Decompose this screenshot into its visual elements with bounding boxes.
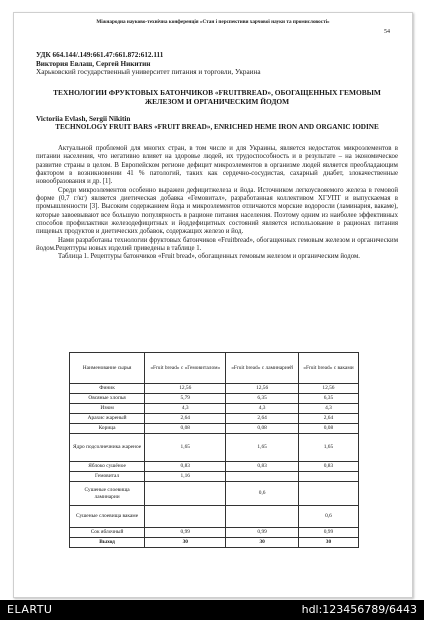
authors-ru: Виктория Евлаш, Сергей Никитин <box>36 60 151 68</box>
value-cell: 30 <box>226 538 299 548</box>
ingredient-cell: Выход <box>70 538 145 548</box>
value-cell: 30 <box>298 538 358 548</box>
title-en: TECHNOLOGY FRUIT BARS «FRUIT BREAD», ENRICHED HEME IRON AND ORGANIC IODINE <box>55 123 379 131</box>
table-row <box>70 414 359 424</box>
column-header: Наименование сырья <box>70 353 145 384</box>
title-ru: ТЕХНОЛОГИИ ФРУКТОВЫХ БАТОНЧИКОВ «FRUITBREAD», ОБОГАЩЕННЫХ ГЕМОВЫМ ЖЕЛЕЗОМ И ОРГАНИЧЕСКИМ ЙОДОМ <box>53 88 381 106</box>
paragraph: Среди микроэлементов особенно выражен дефицитжелеза и йода. Источником легкоусвояемого железа в гемовой форме (0,7 г/кг) является диетическая добавка «Гемовитал», разработанная коллективом ХГУПТ и выпускаемая в промышленности [3]. Высоким содержанием йода и микроэлементов отличаются морские водоросли (ламинария, вакаме), которые завоевывают все большую популярность в рационе питания населения. Поэтому одним из наиболее эффективных способов профилактики железодефицитных и йоддефицитных состояний является использование в рационах питания пищевых продуктов и диетических добавок, содержащих железо и йод. <box>36 186 398 236</box>
ingredient-cell: Сушеные слоевища вакаме <box>70 506 145 528</box>
value-cell: 6,35 <box>226 394 299 404</box>
column-header: «Fruit bread» с ваками <box>298 353 358 384</box>
authors-en: Victoriia Evlash, Sergii Nikitin <box>36 115 131 123</box>
value-cell <box>298 482 358 506</box>
paragraph: Актуальной проблемой для многих стран, в том числе и для Украины, является недостаток микроэлементов в питании населения, что негативно влияет на здоровье людей, их трудоспособность и в результате – на экономическое развитие страны в целом. В Европейском регионе дефицит микроэлементов в организме людей является преобладающим фактором в возникновении 41 % патологий, таких как сердечно-сосудистая, сахарный диабет, злокачественные новообразования и др. [1]. <box>36 145 398 186</box>
value-cell: 0,99 <box>145 528 226 538</box>
ingredient-cell: Финик <box>70 384 145 394</box>
value-cell: 4,3 <box>298 404 358 414</box>
affiliation-ru: Харьковский государственный университет питания и торговли, Украина <box>36 68 261 76</box>
ingredient-cell: Изюм <box>70 404 145 414</box>
value-cell <box>145 482 226 506</box>
table-row <box>70 434 359 462</box>
viewer-footer-bar <box>0 600 424 620</box>
value-cell: 1,65 <box>298 434 358 462</box>
column-header: «Fruit bread» с ламинарией <box>226 353 299 384</box>
ingredient-cell: Корица <box>70 424 145 434</box>
value-cell <box>145 506 226 528</box>
value-cell: 0,99 <box>298 528 358 538</box>
value-cell: 12,56 <box>298 384 358 394</box>
value-cell <box>226 472 299 482</box>
value-cell: 0,6 <box>298 506 358 528</box>
ingredient-cell: Арахис жареный <box>70 414 145 424</box>
page-number: 54 <box>384 29 390 35</box>
table-row <box>70 472 359 482</box>
value-cell: 0,6 <box>226 482 299 506</box>
value-cell: 0,08 <box>145 424 226 434</box>
table-row <box>70 528 359 538</box>
handle-identifier: hdl:123456789/6443 <box>301 603 417 616</box>
value-cell: 0,83 <box>145 462 226 472</box>
value-cell: 0,08 <box>226 424 299 434</box>
conference-header: Міжнародна науково-технічна конференція «Стан і перспективи харчової науки та промисловості» <box>96 19 330 25</box>
recipe-table <box>69 352 359 548</box>
table-row <box>70 424 359 434</box>
ingredient-cell: Сушеные слоевища ламинарии <box>70 482 145 506</box>
value-cell: 1,65 <box>145 434 226 462</box>
ingredient-cell: Яблоко сушёное <box>70 462 145 472</box>
value-cell <box>298 472 358 482</box>
table-row <box>70 506 359 528</box>
table-row <box>70 482 359 506</box>
ingredient-cell: Гемовитал <box>70 472 145 482</box>
udk-code: УДК 664.144/.149:661.47:661.872:612.111 <box>36 51 164 59</box>
udk-and-authors <box>36 51 398 69</box>
article-body <box>36 145 398 262</box>
value-cell: 0,83 <box>226 462 299 472</box>
value-cell: 6,35 <box>298 394 358 404</box>
ingredient-cell: Овсяные хлопья <box>70 394 145 404</box>
table-caption: Таблица 1. Рецептуры батончиков «Fruit bread», обогащенных гемовым железом и органическим йодом. <box>58 253 360 261</box>
document-page <box>13 12 413 598</box>
value-cell: 2,64 <box>298 414 358 424</box>
paragraph: Нами разработаны технологии фруктовых батончиков «Fruitbread», обогащенных гемовым железом и органическим йодом.Рецептуры новых изделий приведены в таблице 1. <box>36 236 398 253</box>
ingredient-cell: Сок яблочный <box>70 528 145 538</box>
ingredient-cell: Ядро подсолнечника жареное <box>70 434 145 462</box>
value-cell: 1,16 <box>145 472 226 482</box>
table-row <box>70 384 359 394</box>
value-cell <box>226 506 299 528</box>
value-cell: 4,3 <box>145 404 226 414</box>
value-cell: 12,56 <box>226 384 299 394</box>
repository-name: ELARTU <box>7 603 53 616</box>
table-row <box>70 394 359 404</box>
value-cell: 12,56 <box>145 384 226 394</box>
value-cell: 30 <box>145 538 226 548</box>
value-cell: 0,83 <box>298 462 358 472</box>
value-cell: 0,99 <box>226 528 299 538</box>
value-cell: 2,64 <box>226 414 299 424</box>
table-row <box>70 404 359 414</box>
table-row <box>70 538 359 548</box>
value-cell: 5,79 <box>145 394 226 404</box>
value-cell: 2,64 <box>145 414 226 424</box>
table-row <box>70 462 359 472</box>
value-cell: 0,08 <box>298 424 358 434</box>
value-cell: 4,3 <box>226 404 299 414</box>
table-header-row <box>70 353 359 384</box>
column-header: «Fruit bread» с «Гемовиталом» <box>145 353 226 384</box>
value-cell: 1,65 <box>226 434 299 462</box>
